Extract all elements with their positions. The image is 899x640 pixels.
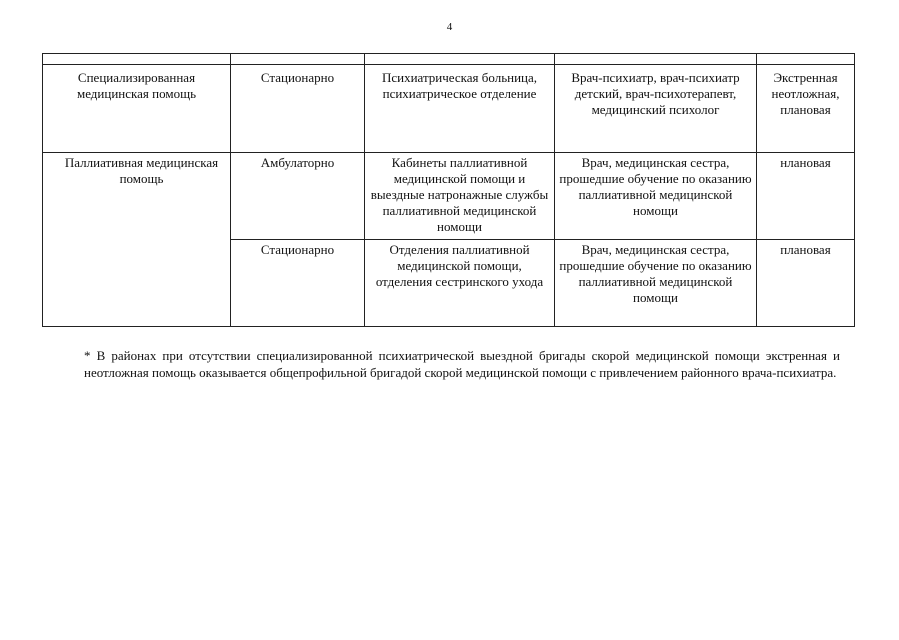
care-form-cell: плановая	[757, 240, 855, 327]
care-place-cell: Кабинеты паллиативной медицинской помощи и выездные натронажные службы паллиативной медицинской номощи	[365, 153, 555, 240]
care-form-cell: нлановая	[757, 153, 855, 240]
medical-care-table	[42, 53, 855, 327]
care-staff-cell: Врач-психиатр, врач-психиатр детский, врач-психотерапевт, медицинский психолог	[555, 65, 757, 153]
header-cell	[365, 54, 555, 65]
care-type-cell: Специализированная медицинская помощь	[43, 65, 231, 153]
care-staff-cell: Врач, медицинская сестра, прошедшие обучение по оказанию паллиативной медицинской помощи	[555, 240, 757, 327]
footnote: * В районах при отсутствии специализированной психиатрической выездной бригады скорой медицинской помощи экстренная и неотложная помощь оказывается общепрофильной бригадой скорой медицинской помощи с привлечением районного врача-психиатра.	[84, 348, 840, 380]
care-place-cell: Отделения паллиативной медицинской помощи, отделения сестринского ухода	[365, 240, 555, 327]
header-cell	[757, 54, 855, 65]
care-condition-cell: Стационарно	[231, 65, 365, 153]
care-condition-cell: Стационарно	[231, 240, 365, 327]
table-row	[43, 65, 855, 153]
header-cell	[43, 54, 231, 65]
header-cell	[555, 54, 757, 65]
care-type-cell: Паллиативная медицинская помощь	[43, 153, 231, 327]
care-condition-cell: Амбулаторно	[231, 153, 365, 240]
page-number: 4	[446, 21, 453, 33]
table-header-row	[43, 54, 855, 65]
care-place-cell: Психиатрическая больница, психиатрическое отделение	[365, 65, 555, 153]
header-cell	[231, 54, 365, 65]
care-staff-cell: Врач, медицинская сестра, прошедшие обучение по оказанию паллиативной медицинской номощи	[555, 153, 757, 240]
table-row	[43, 153, 855, 240]
care-form-cell: Экстренная неотложная, плановая	[757, 65, 855, 153]
